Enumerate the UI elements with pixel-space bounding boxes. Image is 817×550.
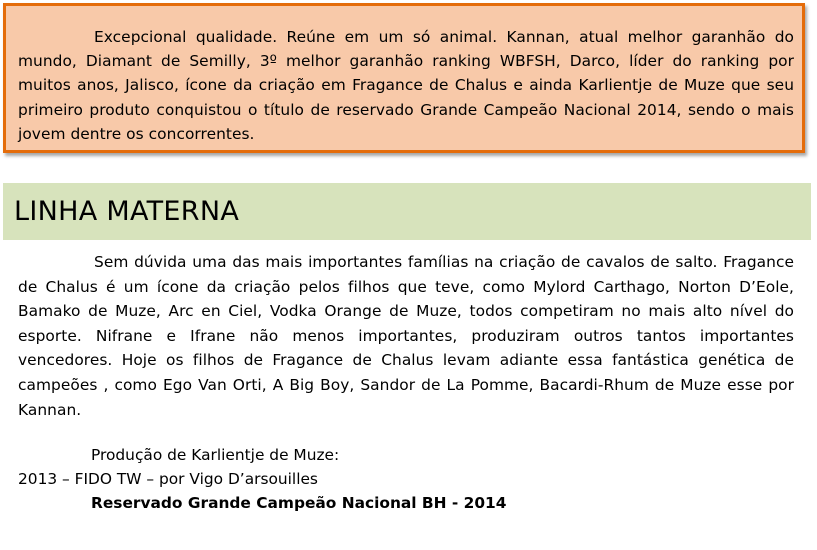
section-body bbox=[18, 250, 794, 422]
production-heading: Produção de Karlientje de Muze: bbox=[91, 446, 340, 464]
production-award: Reservado Grande Campeão Nacional BH - 2014 bbox=[91, 494, 507, 512]
callout-paragraph: Excepcional qualidade. Reúne em um só animal. Kannan, atual melhor garanhão do mundo, Diamant de Semilly, 3º melhor garanhão ranking WBFSH, Darco, líder do ranking por muitos anos, Jalisco, ícone da criação em Fragance de Chalus e ainda Karlientje de Muze que seu primeiro produto conquistou o título de reservado Grande Campeão Nacional 2014, sendo o mais jovem dentre os concorrentes. bbox=[18, 28, 794, 143]
production-entry: 2013 – FIDO TW – por Vigo D’arsouilles bbox=[18, 470, 318, 488]
highlight-callout-box bbox=[3, 3, 805, 153]
linha-materna-paragraph: Sem dúvida uma das mais importantes famílias na criação de cavalos de salto. Fragance de Chalus é um ícone da criação pelos filhos que teve, como Mylord Carthago, Norton D’Eole, Bamako de Muze, Arc en Ciel, Vodka Orange de Muze, todos competiram no mais alto nível do esporte. Nifrane e Ifrane não menos importantes, produziram outros tantos importantes vencedores. Hoje os filhos de Fragance de Chalus levam adiante essa fantástica genética de campeões , como Ego Van Orti, A Big Boy, Sandor de La Pomme, Bacardi-Rhum de Muze esse por Kannan. bbox=[18, 253, 794, 419]
section-heading-linha-materna: LINHA MATERNA bbox=[3, 183, 811, 240]
